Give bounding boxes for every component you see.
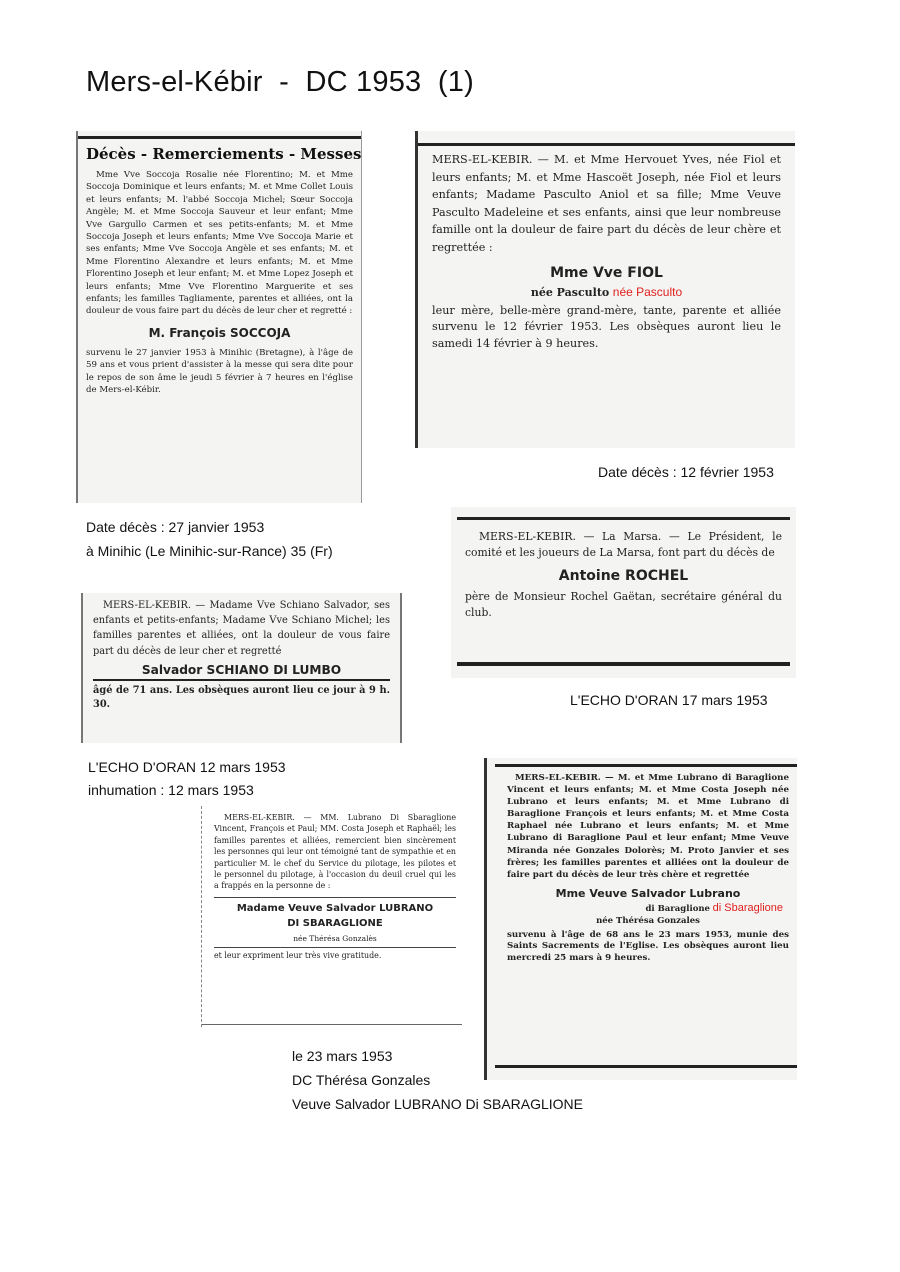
clipping-body: MERS-EL-KEBIR. — M. et Mme Lubrano di Baraglione Vincent et leurs enfants; M. et Mme Costa Joseph née Lubrano et leurs enfants; M. et Mme Lubrano di Baraglione François et leurs enfants; M. et Mme Costa Raphael née Lubrano et leurs enfants; M. et Mme Lubrano di Baraglione Paul et leur enfant; Mme Veuve Miranda née Gonzales Dolorès; M. Proto Janvier et ses frères; les familles parentes et alliées ont la douleur de faire part du décès de leur très chère et regrettée [507,773,789,880]
clipping-rochel [451,507,796,678]
deceased-name: Mme Vve FIOL [550,264,663,281]
caption-lubrano-dc: DC Thérésa Gonzales [292,1072,431,1088]
caption-lubrano-date: le 23 mars 1953 [292,1048,393,1064]
clipping-tail: leur mère, belle-mère grand-mère, tante, parente et alliée survenu le 12 février 1953. Les obsèques auront lieu le samedi 14 février à 9 heures. [432,303,781,350]
clipping-tail: survenu le 27 janvier 1953 à Minihic (Bretagne), à l'âge de 59 ans et vous prient d'assister à la messe qui sera dite pour le repos de son âme le jeudi 5 février à 7 heures en l'église de Mers-el-Kébir. [86,347,353,396]
clipping-body: MERS-EL-KEBIR. — M. et Mme Hervouet Yves, née Fiol et leurs enfants; M. et Mme Hascoët Joseph, née Fiol et leurs enfants; Madame Pasculto Aniol et sa fille; Mme Veuve Pasculto Madeleine et ses enfants, ainsi que leur nombreuse famille ont la douleur de faire part du décès de leur chère et regrettée : [432,153,781,254]
deceased-name: M. François SOCCOJA [148,325,291,340]
clipping-schiano [81,593,402,743]
caption-soccoja-date: Date décès : 27 janvier 1953 [86,519,265,535]
clipping-tail: survenu à l'âge de 68 ans le 23 mars 1953, munie des Saints Sacrements de l'Eglise. Les obsèques auront lieu mercredi 25 mars à 9 heures. [507,929,789,964]
bottom-rule [457,662,790,666]
bottom-rule [202,1024,462,1025]
clipping-lubrano-thanks [201,806,462,1027]
maiden-name-line [432,284,781,301]
top-rule [457,517,790,520]
caption-fiol-date: Date décès : 12 février 1953 [598,464,774,480]
name-rule [214,947,456,948]
caption-soccoja-place: à Minihic (Le Minihic-sur-Rance) 35 (Fr) [86,543,333,559]
maiden-name: née Thérésa Gonzalès [293,933,377,943]
clipping-heading: Décès - Remerciements - Messes [86,145,362,163]
clipping-body: MERS-EL-KEBIR. — MM. Lubrano Di Sbaraglione Vincent, François et Paul; MM. Costa Joseph et Raphaël; les familles parentes et alliées, remercient bien sincèrement les personnes qui leur ont témoigné tant de sympathie et en particulier M. le chef du Service du pilotage, les pilotes et le personnel du pilotage, à l'occasion du deuil cruel qui les a frappés en la personne de : [214,813,456,891]
top-rule [495,764,797,767]
clipping-body: MERS-EL-KEBIR. — Madame Vve Schiano Salvador, ses enfants et petits-enfants; Madame Vve Schiano Michel; les familles parentes et alliées, ont la douleur de vous faire part du décès de leur cher et regretté [93,600,390,657]
clipping-lubrano-death [484,758,797,1080]
caption-lubrano-name: Veuve Salvador LUBRANO Di SBARAGLIONE [292,1096,584,1112]
deceased-name: Mme Veuve Salvador Lubrano [555,886,741,900]
caption-rochel-source: L'ECHO D'ORAN 17 mars 1953 [570,692,768,708]
clipping-body: MERS-EL-KEBIR. — La Marsa. — Le Président, le comité et les joueurs de La Marsa, font part du décès de [465,530,782,559]
deceased-name-cont: DI SBARAGLIONE [287,917,383,929]
name-rule [214,897,456,898]
deceased-name: Madame Veuve Salvador LUBRANO [236,902,434,914]
clipping-soccoja [76,131,362,503]
maiden-name: née Pasculto [530,285,610,299]
deceased-name: Antoine ROCHEL [558,568,689,584]
top-rule [418,143,795,146]
deceased-name: Salvador SCHIANO DI LUMBO [141,662,342,677]
page-title: Mers-el-Kébir - DC 1953 (1) [86,66,474,98]
family-name-annotation: di Sbaraglione [712,901,783,914]
clipping-tail: père de Monsieur Rochel Gaëtan, secrétaire général du club. [465,590,782,619]
name-rule [93,679,390,681]
maiden-name-annotation: née Pasculto [612,284,683,299]
family-name: di Baraglione [645,903,710,914]
clipping-tail: âgé de 71 ans. Les obsèques auront lieu ce jour à 9 h. 30. [93,684,390,710]
clipping-body: Mme Vve Soccoja Rosalie née Florentino; M. et Mme Soccoja Dominique et leurs enfants; M. et Mme Collet Louis et leurs enfants; M. l'abbé Soccoja Michel; Sœur Soccoja Angèle; M. et Mme Soccoja Sauveur et leur enfant; Mme Vve Gargullo Carmen et ses petits-enfants; M. et Mme Soccoja Joseph et leurs enfants; Mme Vve Soccoja Marie et ses enfants; Mme Vve Soccoja Angèle et ses enfants; M. et Mme Florentino Alexandre et leurs enfants; M. et Mme Florentino Joseph et leur enfant; M. et Mme Lopez Joseph et leurs enfants; Mme Vve Florentino Marguerite et ses enfants; les familles Tagliamente, parentes et alliées, ont la douleur de vous faire part du décès de leur cher et regretté : [86,170,353,317]
caption-schiano-burial: inhumation : 12 mars 1953 [88,782,254,798]
top-rule [78,136,361,139]
bottom-rule [495,1065,797,1068]
clipping-tail: et leur expriment leur très vive gratitude. [214,950,382,960]
family-name-line [507,902,789,916]
maiden-name: née Thérésa Gonzales [596,915,700,926]
caption-schiano-source: L'ECHO D'ORAN 12 mars 1953 [88,759,286,775]
clipping-fiol [415,131,795,448]
